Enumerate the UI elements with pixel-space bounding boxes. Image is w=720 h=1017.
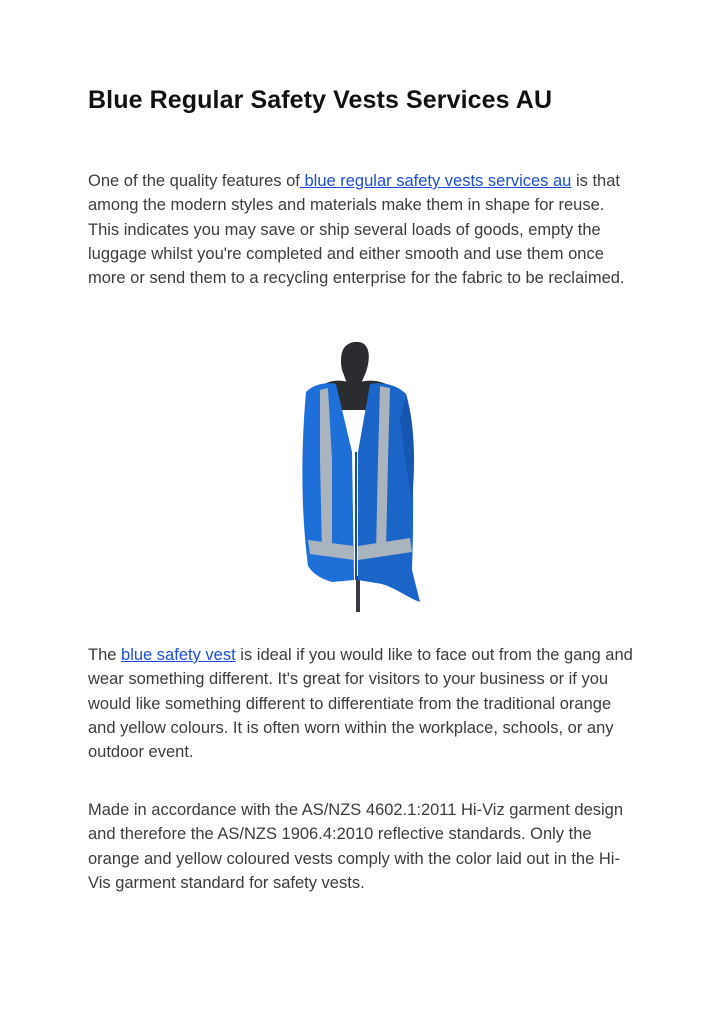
paragraph-intro-text-after: is that among the modern styles and materials make them in shape for reuse. This indicates you may save or ship several loads of goods, empty the luggage whilst you're completed and either smooth and use them once more or send them to a recycling enterprise for the fabric to be reclaimed. [88, 172, 625, 288]
blue-safety-vest-image [296, 340, 426, 612]
paragraph-blue-vest-text-before: The [88, 646, 122, 664]
paragraph-intro-text-before: One of the quality features of [88, 172, 300, 190]
blue-regular-safety-vests-link[interactable]: blue regular safety vests services au [299, 172, 572, 190]
mannequin-neck [341, 342, 369, 386]
paragraph-blue-vest [88, 643, 638, 764]
paragraph-intro [88, 169, 638, 290]
mannequin-stand [356, 576, 360, 612]
page-title: Blue Regular Safety Vests Services AU [88, 86, 553, 114]
blue-safety-vest-link[interactable]: blue safety vest [121, 646, 236, 664]
paragraph-blue-vest-text-after: is ideal if you would like to face out from the gang and wear something different. It's great for visitors to your business or if you would like something different to differentiate from the traditional orange and yellow colours. It is often worn within the workplace, schools, or any outdoor event. [88, 646, 633, 762]
vest-illustration [296, 340, 426, 612]
paragraph-standards: Made in accordance with the AS/NZS 4602.1:2011 Hi-Viz garment design and therefore the AS/NZS 1906.4:2010 reflective standards. Only the orange and yellow coloured vests comply with the color laid out in the Hi-Vis garment standard for safety vests. [88, 801, 624, 892]
